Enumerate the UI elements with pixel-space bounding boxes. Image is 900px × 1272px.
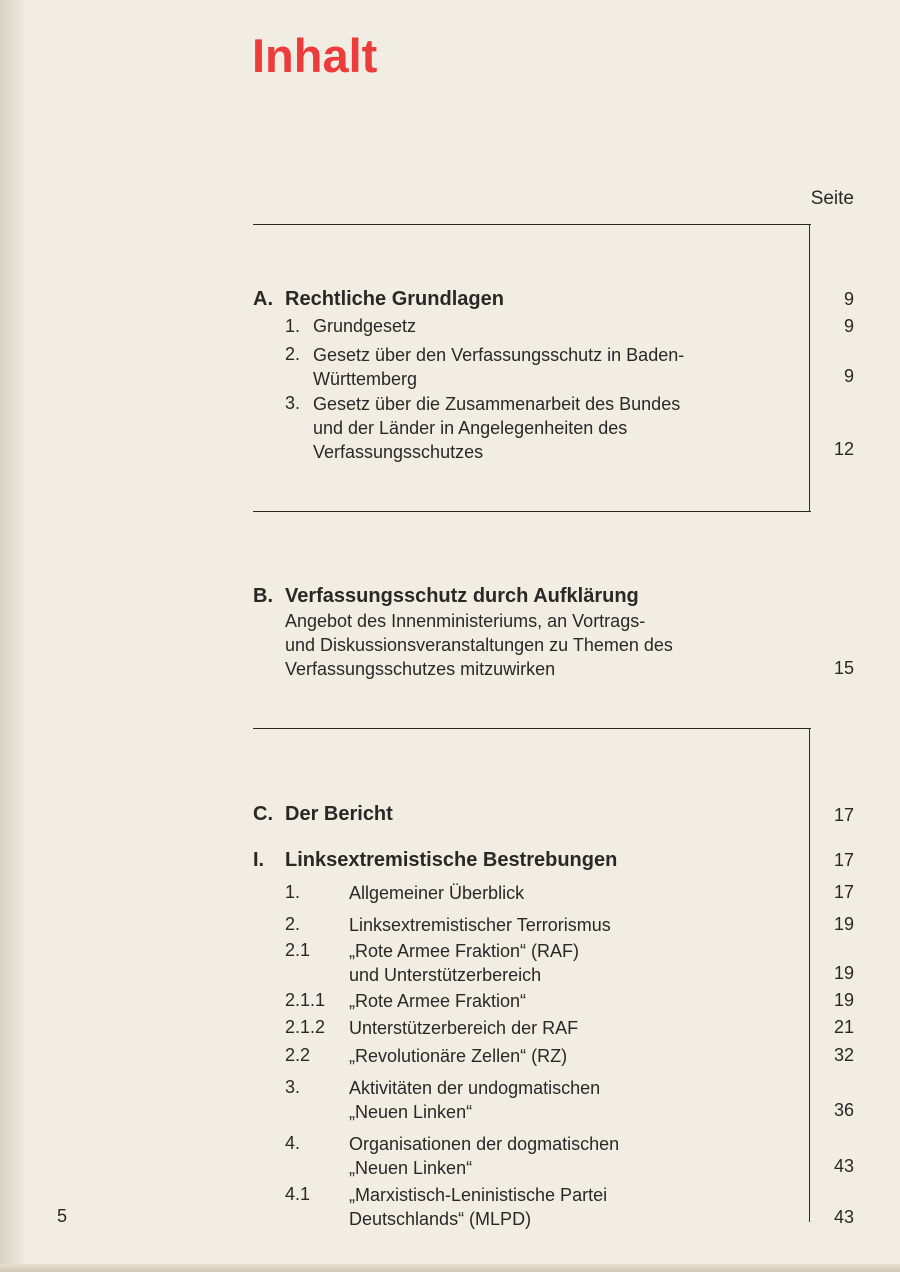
section-c-page: 17	[833, 805, 854, 825]
toc-item-page: 36	[833, 1100, 854, 1120]
section-a-title: Rechtliche Grundlagen	[285, 288, 504, 310]
toc-item-number: 2.	[285, 344, 301, 364]
section-i-title: Linksextremistische Bestrebungen	[285, 849, 618, 871]
toc-item-text: Unterstützerbereich der RAF	[349, 1018, 579, 1038]
toc-item-number: 2.1	[285, 940, 311, 960]
section-i-letter: I.	[253, 849, 265, 871]
section-a-letter: A.	[253, 288, 273, 310]
page-title: Inhalt	[252, 29, 378, 82]
toc-item-number: 2.	[285, 914, 301, 934]
toc-item-text: „Revolutionäre Zellen“ (RZ)	[349, 1046, 568, 1066]
toc-item-text: „Rote Armee Fraktion“	[349, 991, 527, 1011]
toc-item-number: 3.	[285, 393, 301, 413]
toc-item-number: 2.2	[285, 1045, 311, 1065]
section-i-page: 17	[833, 850, 854, 870]
toc-item-text: Organisationen der dogmatischen „Neuen Linken“	[349, 1134, 620, 1178]
toc-item-text: „Marxistisch-Leninistische Partei Deutschlands“ (MLPD)	[349, 1185, 608, 1229]
section-b-title: Verfassungsschutz durch Aufklärung	[285, 585, 639, 607]
toc-item-number: 4.	[285, 1133, 301, 1153]
page-bottom-edge	[0, 1264, 900, 1272]
toc-item-page: 43	[833, 1156, 854, 1176]
toc-item-text: Allgemeiner Überblick	[349, 883, 525, 903]
toc-item-page: 12	[833, 439, 854, 459]
seite-column-label: Seite	[810, 188, 854, 209]
toc-item-page: 19	[833, 963, 854, 983]
toc-item-page: 17	[833, 882, 854, 902]
page-binding-shadow	[0, 0, 24, 1272]
section-c-title: Der Bericht	[285, 803, 393, 825]
toc-item-text: Aktivitäten der undogmatischen „Neuen Linken“	[349, 1078, 601, 1122]
toc-item-number: 1.	[285, 316, 301, 336]
section-a-page: 9	[843, 289, 854, 309]
page-column-divider-c	[809, 728, 810, 1222]
page-column-divider-a	[809, 224, 810, 512]
toc-item-text: „Rote Armee Fraktion“ (RAF) und Unterstützerbereich	[349, 941, 580, 985]
toc-item-text: Grundgesetz	[313, 316, 417, 336]
toc-item-text: Linksextremistischer Terrorismus	[349, 915, 611, 935]
toc-item-page: 32	[833, 1045, 854, 1065]
toc-item-number: 2.1.2	[285, 1017, 326, 1037]
toc-item-page: 43	[833, 1207, 854, 1227]
toc-item-text: Gesetz über den Verfassungsschutz in Baden- Württemberg	[313, 345, 685, 389]
toc-item-number: 1.	[285, 882, 301, 902]
toc-item-number: 3.	[285, 1077, 301, 1097]
divider-a-b	[253, 511, 811, 512]
section-b-letter: B.	[253, 585, 273, 607]
page-number: 5	[57, 1206, 68, 1226]
section-c-letter: C.	[253, 803, 273, 825]
toc-item-page: 19	[833, 990, 854, 1010]
toc-item-text: Gesetz über die Zusammenarbeit des Bundes und der Länder in Angelegenheiten des Verfassungsschutzes	[313, 394, 681, 462]
divider-top	[253, 224, 811, 225]
toc-item-page: 9	[843, 316, 854, 336]
toc-item-page: 19	[833, 914, 854, 934]
section-b-description: Angebot des Innenministeriums, an Vortrags- und Diskussionsveranstaltungen zu Themen des Verfassungsschutzes mitzuwirken	[285, 611, 673, 679]
toc-item-number: 2.1.1	[285, 990, 326, 1010]
toc-item-page: 9	[843, 366, 854, 386]
section-b-page: 15	[833, 658, 854, 678]
toc-item-number: 4.1	[285, 1184, 311, 1204]
toc-item-page: 21	[833, 1017, 854, 1037]
divider-b-c	[253, 728, 811, 729]
